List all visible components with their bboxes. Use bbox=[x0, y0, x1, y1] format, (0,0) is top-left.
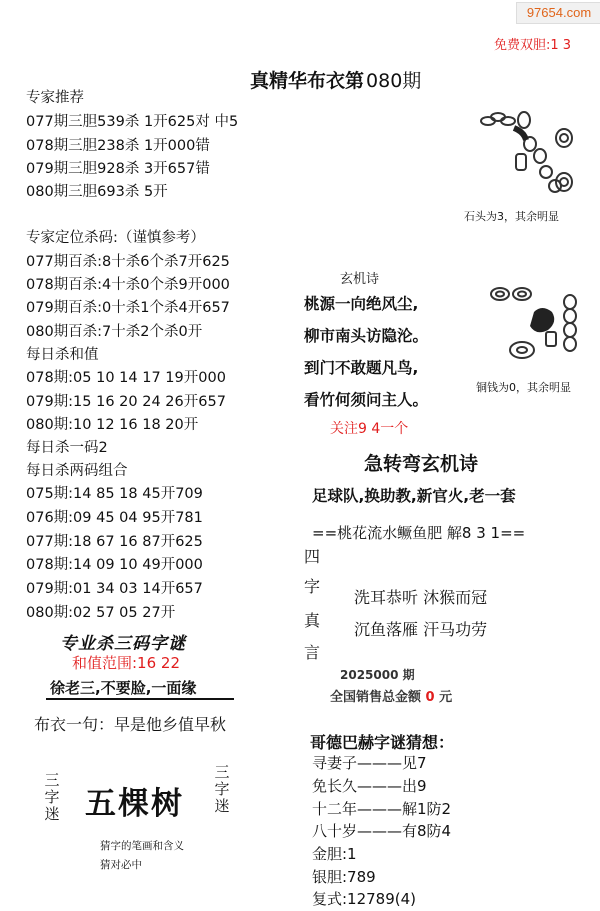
position-kill-line-3: 079期百杀:0十杀1个杀4开657 bbox=[26, 300, 230, 316]
sales-label: 全国销售总金额 bbox=[330, 690, 422, 705]
daily-two-line-4: 078期:14 09 10 49开000 bbox=[26, 557, 203, 573]
stone-caption: 石头为3，其余明显 bbox=[464, 210, 559, 223]
silver-pick: 银胆:789 bbox=[312, 868, 376, 886]
expert-line-3: 079期三胆928杀 3开657错 bbox=[26, 161, 210, 177]
divider bbox=[46, 698, 234, 700]
daily-sum-heading: 每日杀和值 bbox=[26, 347, 99, 363]
four-row-1: 洗耳恭听 沐猴而冠 bbox=[354, 588, 488, 607]
three-char-right: 三字迷 bbox=[214, 763, 230, 815]
position-kill-heading: 专家定位杀码:（谨慎参考） bbox=[26, 230, 205, 246]
four-label-1: 四 bbox=[304, 547, 321, 566]
daily-sum-line-3: 080期:10 12 16 18 20开 bbox=[26, 417, 199, 433]
riddle-hint-1: 猜字的笔画和含义 bbox=[100, 840, 184, 852]
expert-line-2: 078期三胆238杀 1开000错 bbox=[26, 138, 210, 154]
sales-period: 2025000 期 bbox=[340, 668, 415, 682]
three-char-left: 三字迷 bbox=[44, 771, 60, 823]
goethe-title: 哥德巴赫字谜猜想： bbox=[310, 733, 455, 752]
buyi-line: 布衣一句：早是他乡值早秋 bbox=[34, 715, 227, 734]
riddle-hint-2: 猜对必中 bbox=[100, 859, 142, 871]
position-kill-line-1: 077期百杀:8十杀6个杀7开625 bbox=[26, 254, 230, 270]
four-label-3: 真 bbox=[304, 611, 321, 630]
four-label-2: 字 bbox=[304, 577, 321, 596]
combo-pick: 复式:12789(4) bbox=[312, 890, 417, 908]
poem-line-4: 看竹何须问主人。 bbox=[304, 391, 429, 409]
position-kill-line-4: 080期百杀:7十杀2个杀0开 bbox=[26, 324, 203, 340]
title-period: 080期 bbox=[366, 70, 422, 92]
site-watermark: 97654.com bbox=[516, 2, 600, 24]
poem-title: 玄机诗 bbox=[340, 272, 380, 287]
expert-line-4: 080期三胆693杀 5开 bbox=[26, 184, 168, 200]
sales-total bbox=[330, 686, 452, 705]
riddle-line: 徐老三,不要脸,一面缘 bbox=[50, 679, 197, 697]
daily-two-line-2: 076期:09 45 04 95开781 bbox=[26, 510, 203, 526]
daily-two-heading: 每日杀两码组合 bbox=[26, 463, 128, 479]
sales-unit: 元 bbox=[439, 690, 453, 705]
four-label-4: 言 bbox=[304, 643, 321, 662]
daily-two-line-3: 077期:18 67 16 87开625 bbox=[26, 534, 203, 550]
poem-line-2: 柳市南头访隐沦。 bbox=[304, 327, 429, 345]
goethe-line-2: 免长久———出9 bbox=[312, 777, 427, 795]
daily-sum-line-1: 078期:05 10 14 17 19开000 bbox=[26, 370, 226, 386]
turn-title: 急转弯玄机诗 bbox=[364, 453, 479, 475]
goethe-line-1: 寻妻子———见7 bbox=[312, 754, 427, 772]
daily-two-line-5: 079期:01 34 03 14开657 bbox=[26, 581, 203, 597]
four-row-2: 沉鱼落雁 汗马功劳 bbox=[354, 620, 488, 639]
title-text: 真精华布衣第 bbox=[250, 70, 365, 92]
goethe-line-3: 十二年———解1防2 bbox=[312, 800, 452, 818]
poem-focus: 关注9 4一个 bbox=[330, 421, 409, 437]
poem-line-3: 到门不敢题凡鸟, bbox=[304, 359, 419, 377]
daily-two-line-6: 080期:02 57 05 27开 bbox=[26, 605, 176, 621]
peach-line: ==桃花流水鳜鱼肥 解8 3 1== bbox=[312, 524, 526, 542]
expert-line-1: 077期三胆539杀 1开625对 中5 bbox=[26, 114, 239, 130]
free-pair: 免费双胆:1 3 bbox=[494, 38, 572, 53]
turn-line: 足球队,换助教,新官火,老一套 bbox=[312, 487, 516, 505]
gold-pick: 金胆:1 bbox=[312, 845, 357, 863]
coin-illustration bbox=[482, 272, 590, 390]
riddle-title: 专业杀三码字谜 bbox=[60, 634, 186, 654]
sales-amount: 0 bbox=[425, 690, 435, 705]
riddle-main: 五棵树 bbox=[85, 786, 184, 822]
page-title bbox=[250, 66, 421, 93]
expert-heading: 专家推荐 bbox=[26, 90, 84, 106]
daily-kill-one: 每日杀一码2 bbox=[26, 440, 108, 456]
coin-caption: 铜钱为0，其余明显 bbox=[476, 381, 571, 394]
daily-two-line-1: 075期:14 85 18 45开709 bbox=[26, 486, 203, 502]
goethe-line-4: 八十岁———有8防4 bbox=[312, 822, 452, 840]
daily-sum-line-2: 079期:15 16 20 24 26开657 bbox=[26, 394, 226, 410]
coin-picture bbox=[482, 272, 590, 390]
poem-line-1: 桃源一向绝风尘, bbox=[304, 295, 419, 313]
position-kill-line-2: 078期百杀:4十杀0个杀9开000 bbox=[26, 277, 230, 293]
sum-range: 和值范围:16 22 bbox=[72, 654, 180, 672]
